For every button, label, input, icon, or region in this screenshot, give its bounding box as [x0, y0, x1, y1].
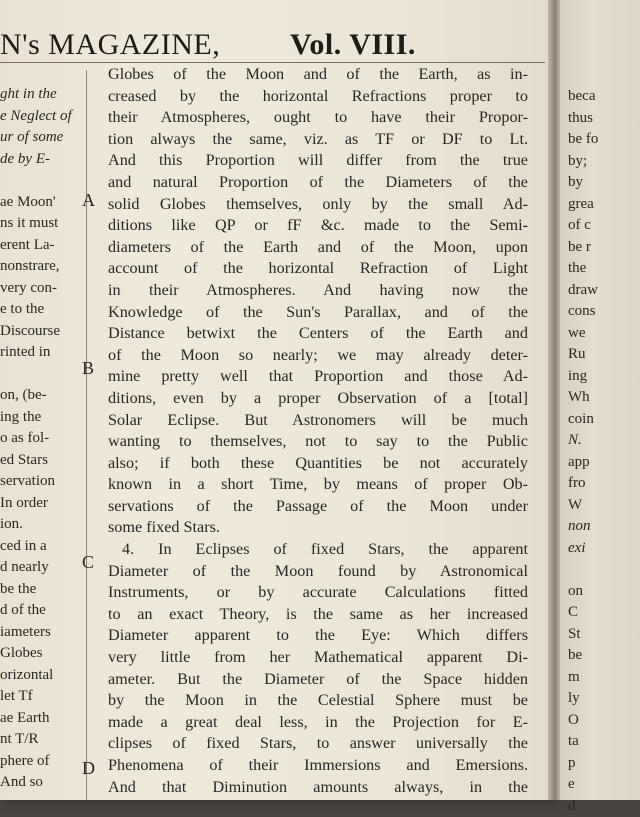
left-column-line: servation: [0, 471, 80, 493]
left-column-line: ns it must: [0, 213, 80, 235]
text-line: servations of the Passage of the Moon under: [108, 496, 528, 518]
margin-letter-a: A: [82, 190, 95, 211]
left-column-line: very con-: [0, 278, 80, 300]
left-column-line: ion.: [0, 514, 80, 536]
text-line: wanting to themselves, not to say to the Public: [108, 431, 528, 453]
left-column-line: d nearly: [0, 557, 80, 579]
header-volume: Vol. VIII.: [290, 28, 416, 62]
header-rule: [0, 62, 545, 63]
text-line: ameter. But the Diameter of the Space hidden: [108, 669, 528, 691]
right-column-line: [568, 559, 640, 581]
left-column-line: [0, 364, 80, 386]
left-column-line: iameters: [0, 622, 80, 644]
text-line: tion always the same, viz. as TF or DF to Lt.: [108, 129, 528, 151]
text-line: their Atmospheres, ought to have their Propor-: [108, 107, 528, 129]
left-column-line: rinted in: [0, 342, 80, 364]
text-line: Diameter apparent to the Eye: Which differs: [108, 625, 528, 647]
right-column: [568, 86, 640, 817]
left-column-line: e Neglect of: [0, 106, 80, 128]
left-column-line: be the: [0, 579, 80, 601]
left-column-line: ur of some: [0, 127, 80, 149]
header-title: N's MAGAZINE,: [0, 28, 220, 62]
text-line: Knowledge of the Sun's Parallax, and of the: [108, 302, 528, 324]
left-column-line: de by E-: [0, 149, 80, 171]
text-line: Solar Eclipse. But Astronomers will be much: [108, 410, 528, 432]
text-line: solid Globes themselves, only by the small Ad-: [108, 194, 528, 216]
right-column-line: non: [568, 516, 640, 538]
right-column-line: N.: [568, 430, 640, 452]
right-column-line: on: [568, 581, 640, 603]
right-column-line: thus: [568, 108, 640, 130]
text-line: by the Moon in the Celestial Sphere must be: [108, 690, 528, 712]
text-line: Globes of the Moon and of the Earth, as in-: [108, 64, 528, 86]
left-column-line: In order: [0, 493, 80, 515]
right-column-line: m: [568, 667, 640, 689]
main-column: [108, 64, 528, 798]
left-column-line: ae Moon': [0, 192, 80, 214]
right-column-line: d: [568, 796, 640, 817]
left-column-line: [0, 170, 80, 192]
left-column-line: nt T/R: [0, 729, 80, 751]
text-line: made a great deal less, in the Projection for E-: [108, 712, 528, 734]
text-line: 4. In Eclipses of fixed Stars, the apparent: [108, 539, 528, 561]
left-column-line: erent La-: [0, 235, 80, 257]
text-line: clipses of fixed Stars, to answer universally the: [108, 733, 528, 755]
left-column-line: Globes: [0, 643, 80, 665]
right-column-line: by;: [568, 151, 640, 173]
right-column-line: exi: [568, 538, 640, 560]
left-column-line: orizontal: [0, 665, 80, 687]
right-column-line: O: [568, 710, 640, 732]
right-column-line: C: [568, 602, 640, 624]
text-line: And this Proportion will differ from the true: [108, 150, 528, 172]
left-column-line: o as fol-: [0, 428, 80, 450]
text-line: account of the horizontal Refraction of Light: [108, 258, 528, 280]
text-line: also; if both these Quantities be not accurately: [108, 453, 528, 475]
right-column-line: by: [568, 172, 640, 194]
left-column-line: ght in the: [0, 84, 80, 106]
text-line: known in a short Time, by means of proper Ob-: [108, 474, 528, 496]
right-column-line: grea: [568, 194, 640, 216]
left-column-line: d of the: [0, 600, 80, 622]
right-column-line: cons: [568, 301, 640, 323]
right-column-line: be r: [568, 237, 640, 259]
right-column-line: Ru: [568, 344, 640, 366]
right-column-line: ta: [568, 731, 640, 753]
text-line: diameters of the Earth and of the Moon, upon: [108, 237, 528, 259]
column-rule: [86, 70, 87, 800]
right-column-line: beca: [568, 86, 640, 108]
right-column-line: W: [568, 495, 640, 517]
left-column-line: nonstrare,: [0, 256, 80, 278]
margin-letter-b: B: [82, 358, 94, 379]
text-line: of the Moon so nearly; we may already deter-: [108, 345, 528, 367]
left-column-line: Discourse: [0, 321, 80, 343]
right-column-line: we: [568, 323, 640, 345]
margin-letter-c: C: [82, 552, 94, 573]
left-column-line: ced in a: [0, 536, 80, 558]
right-column-line: Wh: [568, 387, 640, 409]
text-line: Phenomena of their Immersions and Emersions.: [108, 755, 528, 777]
right-column-line: app: [568, 452, 640, 474]
text-line: to an exact Theory, is the same as her increased: [108, 604, 528, 626]
left-column-line: ae Earth: [0, 708, 80, 730]
text-line: mine pretty well that Proportion and those Ad-: [108, 366, 528, 388]
right-column-line: of c: [568, 215, 640, 237]
right-column-line: ly: [568, 688, 640, 710]
left-column-line: e to the: [0, 299, 80, 321]
left-column-line: ed Stars: [0, 450, 80, 472]
right-page: [560, 0, 640, 800]
text-line: ditions like QP or fF &c. made to the Semi-: [108, 215, 528, 237]
right-column-line: ing: [568, 366, 640, 388]
right-column-line: fro: [568, 473, 640, 495]
left-column: [0, 84, 80, 794]
right-column-line: St: [568, 624, 640, 646]
text-line: And that Diminution amounts always, in the: [108, 777, 528, 799]
left-column-line: phere of: [0, 751, 80, 773]
left-column-line: And so: [0, 772, 80, 794]
right-column-line: the: [568, 258, 640, 280]
margin-letter-d: D: [82, 758, 95, 779]
text-line: creased by the horizontal Refractions proper to: [108, 86, 528, 108]
right-column-line: coin: [568, 409, 640, 431]
text-line: in their Atmospheres. And having now the: [108, 280, 528, 302]
text-line: Distance betwixt the Centers of the Earth and: [108, 323, 528, 345]
left-column-line: on, (be-: [0, 385, 80, 407]
right-column-line: e: [568, 774, 640, 796]
text-line: Diameter of the Moon found by Astronomical: [108, 561, 528, 583]
text-line: very little from her Mathematical apparent Di-: [108, 647, 528, 669]
right-column-line: be: [568, 645, 640, 667]
text-line: and natural Proportion of the Diameters of the: [108, 172, 528, 194]
text-line: ditions, even by a proper Observation of a [total]: [108, 388, 528, 410]
right-column-line: p: [568, 753, 640, 775]
left-column-line: ing the: [0, 407, 80, 429]
text-line: some fixed Stars.: [108, 517, 528, 539]
right-column-line: draw: [568, 280, 640, 302]
left-column-line: let Tf: [0, 686, 80, 708]
text-line: Instruments, or by accurate Calculations fitted: [108, 582, 528, 604]
right-column-line: be fo: [568, 129, 640, 151]
